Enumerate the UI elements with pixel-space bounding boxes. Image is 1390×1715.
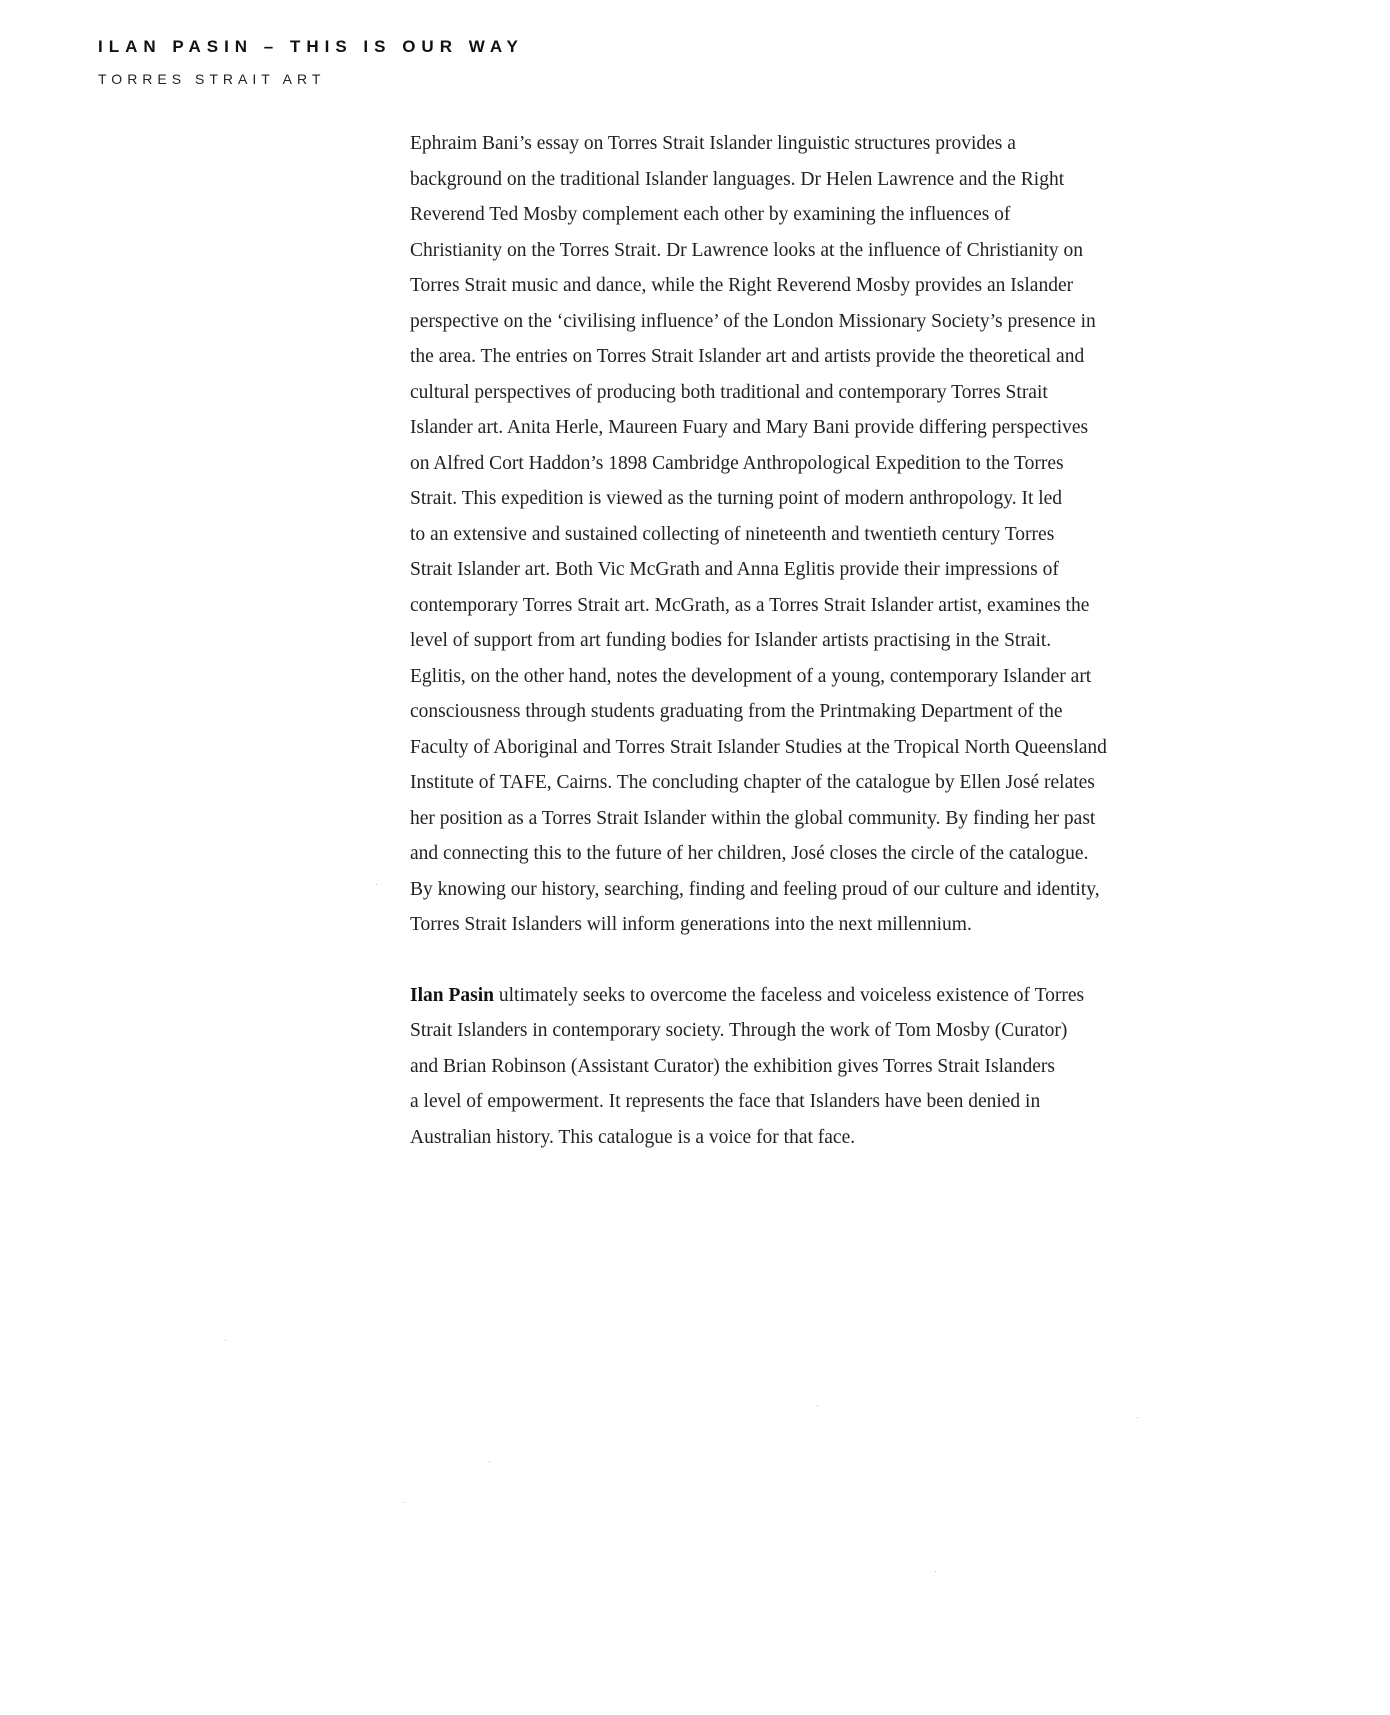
paragraph-line: level of support from art funding bodies for Islander artists practising in the Strait. (410, 630, 1052, 651)
paragraph-line: Ephraim Bani’s essay on Torres Strait Islander linguistic structures provides a (410, 133, 1016, 154)
line-continuation: ultimately seeks to overcome the faceless and voiceless existence of Torres (494, 984, 1085, 1006)
paragraph-line: on Alfred Cort Haddon’s 1898 Cambridge Anthropological Expedition to the Torres (410, 452, 1064, 474)
paragraph-line: Faculty of Aboriginal and Torres Strait Islander Studies at the Tropical North Queensland (410, 736, 1107, 758)
scan-speck (817, 1405, 818, 1406)
paragraph-line: Reverend Ted Mosby complement each other by examining the influences of (410, 204, 1011, 225)
paragraph-line: background on the traditional Islander languages. Dr Helen Lawrence and the Right (410, 168, 1065, 190)
paragraph-line: Strait. This expedition is viewed as the turning point of modern anthropology. It led (410, 488, 1063, 509)
paragraph-line: Islander art. Anita Herle, Maureen Fuary and Mary Bani provide differing perspectives (410, 417, 1089, 438)
running-header (98, 36, 524, 88)
paragraph-line: her position as a Torres Strait Islander within the global community. By finding her past (410, 807, 1096, 829)
paragraph-line: a level of empowerment. It represents the face that Islanders have been denied in (410, 1091, 1041, 1112)
body-text (410, 126, 1230, 1155)
paragraph-introduction (410, 126, 1230, 943)
paragraph-line: the area. The entries on Torres Strait Islander art and artists provide the theoretical and (410, 346, 1085, 367)
publication-title: ILAN PASIN – THIS IS OUR WAY (98, 37, 524, 56)
paragraph-line: Strait Islanders in contemporary society. Through the work of Tom Mosby (Curator) (410, 1020, 1068, 1041)
paragraph-line: consciousness through students graduating from the Printmaking Department of the (410, 701, 1063, 722)
scan-speck (376, 884, 377, 885)
paragraph-line: and connecting this to the future of her children, José closes the circle of the catalogue. (410, 843, 1089, 864)
paragraph-line: Strait Islander art. Both Vic McGrath and Anna Eglitis provide their impressions of (410, 559, 1059, 580)
paragraph-line: Institute of TAFE, Cairns. The concluding chapter of the catalogue by Ellen José relates (410, 772, 1095, 793)
paragraph-line: contemporary Torres Strait art. McGrath, as a Torres Strait Islander artist, examines the (410, 594, 1090, 616)
paragraph-line: Australian history. This catalogue is a voice for that face. (410, 1126, 856, 1148)
paragraph-line: to an extensive and sustained collecting of nineteenth and twentieth century Torres (410, 523, 1055, 545)
paragraph-line: Eglitis, on the other hand, notes the development of a young, contemporary Islander art (410, 665, 1092, 687)
paragraph-line: Torres Strait music and dance, while the Right Reverend Mosby provides an Islander (410, 275, 1074, 296)
bold-lead-term: Ilan Pasin (410, 984, 494, 1006)
scan-speck (1137, 1417, 1138, 1418)
scan-speck (489, 1461, 490, 1462)
scan-speck (225, 1340, 226, 1341)
paragraph-line: Torres Strait Islanders will inform generations into the next millennium. (410, 914, 972, 935)
paragraph-line: By knowing our history, searching, finding and feeling proud of our culture and identity, (410, 878, 1100, 900)
paragraph-line (410, 978, 1230, 1014)
paragraph-line: cultural perspectives of producing both traditional and contemporary Torres Strait (410, 381, 1048, 403)
paragraph-line: perspective on the ‘civilising influence’ of the London Missionary Society’s presence in (410, 310, 1096, 332)
paragraph-spacer (410, 943, 1230, 978)
scan-speck (935, 1571, 936, 1572)
paragraph-conclusion (410, 978, 1230, 1156)
paragraph-line: and Brian Robinson (Assistant Curator) the exhibition gives Torres Strait Islanders (410, 1055, 1055, 1077)
publication-subtitle: TORRES STRAIT ART (98, 71, 326, 87)
scan-speck (404, 1502, 405, 1503)
paragraph-line: Christianity on the Torres Strait. Dr Lawrence looks at the influence of Christianity on (410, 239, 1084, 261)
